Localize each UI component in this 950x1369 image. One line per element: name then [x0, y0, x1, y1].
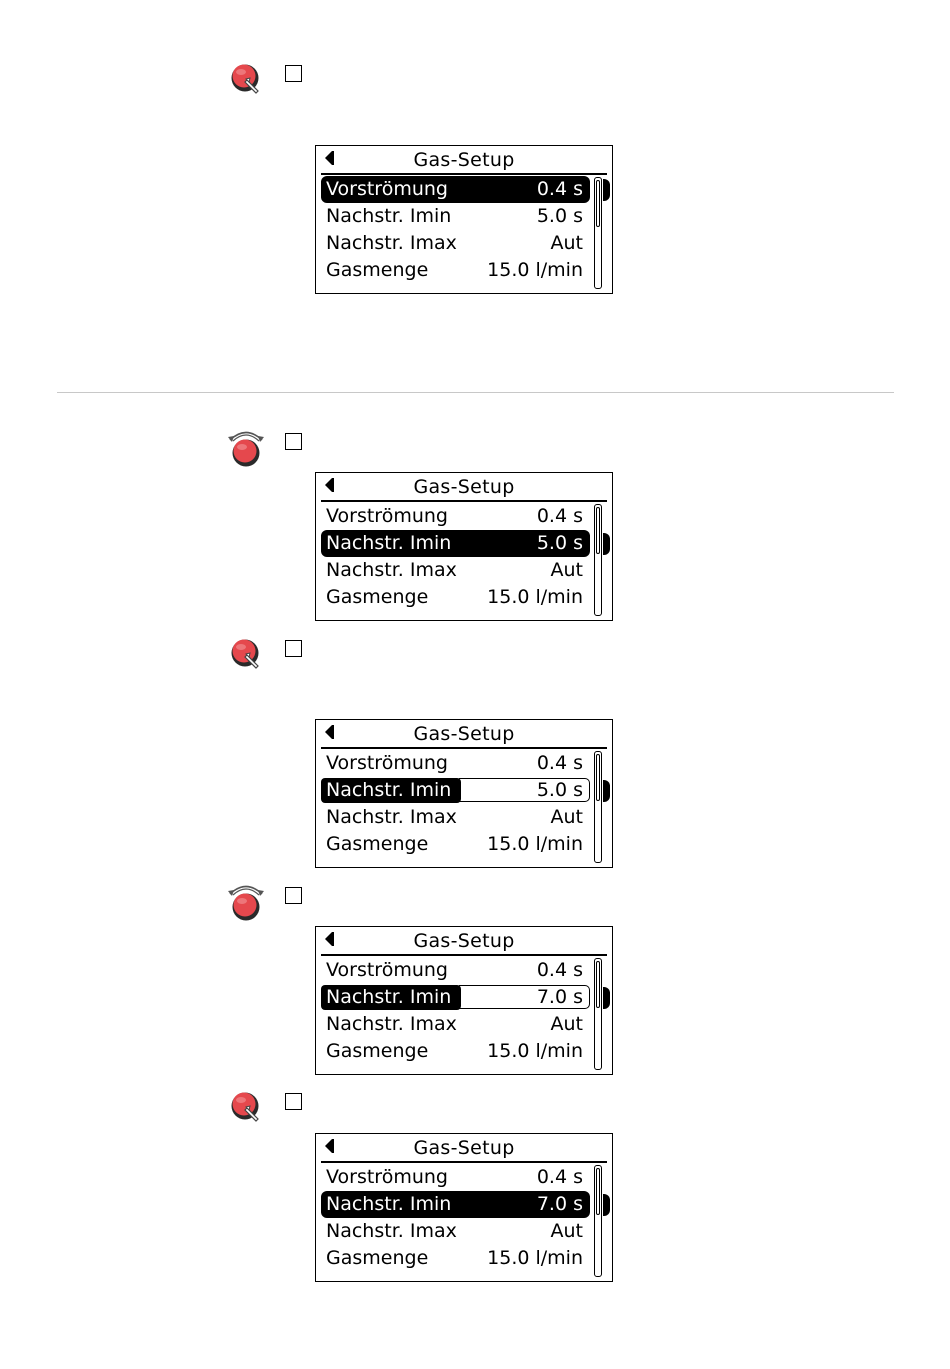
- menu-row-label: Vorströmung: [326, 752, 448, 774]
- menu-row[interactable]: [321, 1245, 590, 1272]
- menu-row-value: 15.0 l/min: [487, 1040, 583, 1062]
- scrollbar-thumb[interactable]: [596, 754, 600, 801]
- menu-row[interactable]: [321, 777, 590, 804]
- menu-row-value: 7.0 s: [536, 986, 583, 1008]
- menu-row-value: Aut: [550, 806, 583, 828]
- lcd-screen: [315, 1133, 613, 1282]
- step-checkbox[interactable]: [285, 433, 302, 450]
- menu-list: [321, 1164, 590, 1272]
- menu-row[interactable]: [321, 230, 590, 257]
- menu-row-value: Aut: [550, 232, 583, 254]
- menu-row[interactable]: [321, 804, 590, 831]
- menu-row-value: 5.0 s: [536, 779, 583, 801]
- menu-row-value: 15.0 l/min: [487, 1247, 583, 1269]
- menu-row-label: Gasmenge: [326, 833, 429, 855]
- lcd-screen: [315, 719, 613, 868]
- lcd-screen: [315, 926, 613, 1075]
- scrollbar[interactable]: [594, 177, 602, 289]
- title-underline: [321, 173, 607, 175]
- menu-row-label: Nachstr. Imax: [326, 232, 457, 254]
- menu-row[interactable]: [321, 530, 590, 557]
- menu-row[interactable]: [321, 503, 590, 530]
- menu-row-label: Nachstr. Imax: [326, 806, 457, 828]
- menu-row-label: Gasmenge: [326, 1247, 429, 1269]
- menu-list: [321, 503, 590, 611]
- menu-row-label: Gasmenge: [326, 259, 429, 281]
- menu-row-value: 0.4 s: [536, 505, 583, 527]
- scrollbar[interactable]: [594, 751, 602, 863]
- step-checkbox[interactable]: [285, 887, 302, 904]
- screen-title: Gas-Setup: [413, 1137, 515, 1159]
- menu-row-label: Gasmenge: [326, 586, 429, 608]
- turn-knob-icon: [226, 880, 270, 924]
- menu-row[interactable]: [321, 584, 590, 611]
- press-knob-icon: [228, 634, 272, 678]
- turn-knob-icon: [226, 426, 270, 470]
- scrollbar-thumb[interactable]: [596, 180, 600, 227]
- menu-row[interactable]: [321, 1038, 590, 1065]
- menu-row-value: 0.4 s: [536, 752, 583, 774]
- title-underline: [321, 1161, 607, 1163]
- selection-marker: [603, 179, 610, 201]
- selection-marker: [603, 533, 610, 555]
- step-checkbox[interactable]: [285, 65, 302, 82]
- lcd-screen: [315, 472, 613, 621]
- menu-row-label: Nachstr. Imin: [326, 986, 452, 1008]
- scrollbar[interactable]: [594, 504, 602, 616]
- menu-list: [321, 750, 590, 858]
- menu-row-value: 15.0 l/min: [487, 833, 583, 855]
- menu-row[interactable]: [321, 557, 590, 584]
- scrollbar-thumb[interactable]: [596, 1168, 600, 1215]
- menu-row-label: Vorströmung: [326, 1166, 448, 1188]
- title-underline: [321, 500, 607, 502]
- menu-row[interactable]: [321, 1191, 590, 1218]
- title-underline: [321, 954, 607, 956]
- screen-title: Gas-Setup: [413, 149, 515, 171]
- menu-row[interactable]: [321, 257, 590, 284]
- menu-row-value: 0.4 s: [536, 1166, 583, 1188]
- menu-row-label: Nachstr. Imin: [326, 532, 452, 554]
- step-checkbox[interactable]: [285, 1093, 302, 1110]
- menu-row-label: Vorströmung: [326, 505, 448, 527]
- scrollbar[interactable]: [594, 958, 602, 1070]
- menu-row-value: Aut: [550, 1220, 583, 1242]
- menu-row-value: 15.0 l/min: [487, 259, 583, 281]
- menu-row-label: Nachstr. Imin: [326, 1193, 452, 1215]
- menu-row-label: Nachstr. Imax: [326, 1220, 457, 1242]
- menu-row-value: Aut: [550, 1013, 583, 1035]
- lcd-screen: [315, 145, 613, 294]
- menu-list: [321, 176, 590, 284]
- title-underline: [321, 747, 607, 749]
- menu-row-value: 7.0 s: [536, 1193, 583, 1215]
- menu-row-label: Nachstr. Imin: [326, 205, 452, 227]
- selection-marker: [603, 1194, 610, 1216]
- menu-row-value: 0.4 s: [536, 178, 583, 200]
- menu-row-value: 5.0 s: [536, 532, 583, 554]
- menu-row[interactable]: [321, 1011, 590, 1038]
- menu-row-label: Vorströmung: [326, 959, 448, 981]
- scrollbar-thumb[interactable]: [596, 961, 600, 1008]
- menu-row-label: Nachstr. Imin: [326, 779, 452, 801]
- step-checkbox[interactable]: [285, 640, 302, 657]
- scrollbar-thumb[interactable]: [596, 507, 600, 554]
- screen-title: Gas-Setup: [413, 930, 515, 952]
- menu-row[interactable]: [321, 1164, 590, 1191]
- menu-row-value: 0.4 s: [536, 959, 583, 981]
- menu-list: [321, 957, 590, 1065]
- scrollbar[interactable]: [594, 1165, 602, 1277]
- menu-row-value: 15.0 l/min: [487, 586, 583, 608]
- selection-marker: [603, 987, 610, 1009]
- screen-title: Gas-Setup: [413, 723, 515, 745]
- menu-row-label: Gasmenge: [326, 1040, 429, 1062]
- menu-row[interactable]: [321, 957, 590, 984]
- screen-title: Gas-Setup: [413, 476, 515, 498]
- menu-row-label: Nachstr. Imax: [326, 1013, 457, 1035]
- menu-row-label: Vorströmung: [326, 178, 448, 200]
- section-divider: [57, 392, 894, 393]
- menu-row[interactable]: [321, 750, 590, 777]
- selection-marker: [603, 780, 610, 802]
- menu-row-value: Aut: [550, 559, 583, 581]
- press-knob-icon: [228, 59, 272, 103]
- press-knob-icon: [228, 1087, 272, 1131]
- menu-row[interactable]: [321, 1218, 590, 1245]
- menu-row[interactable]: [321, 176, 590, 203]
- menu-row[interactable]: [321, 831, 590, 858]
- menu-row[interactable]: [321, 203, 590, 230]
- menu-row-value: 5.0 s: [536, 205, 583, 227]
- menu-row-label: Nachstr. Imax: [326, 559, 457, 581]
- menu-row[interactable]: [321, 984, 590, 1011]
